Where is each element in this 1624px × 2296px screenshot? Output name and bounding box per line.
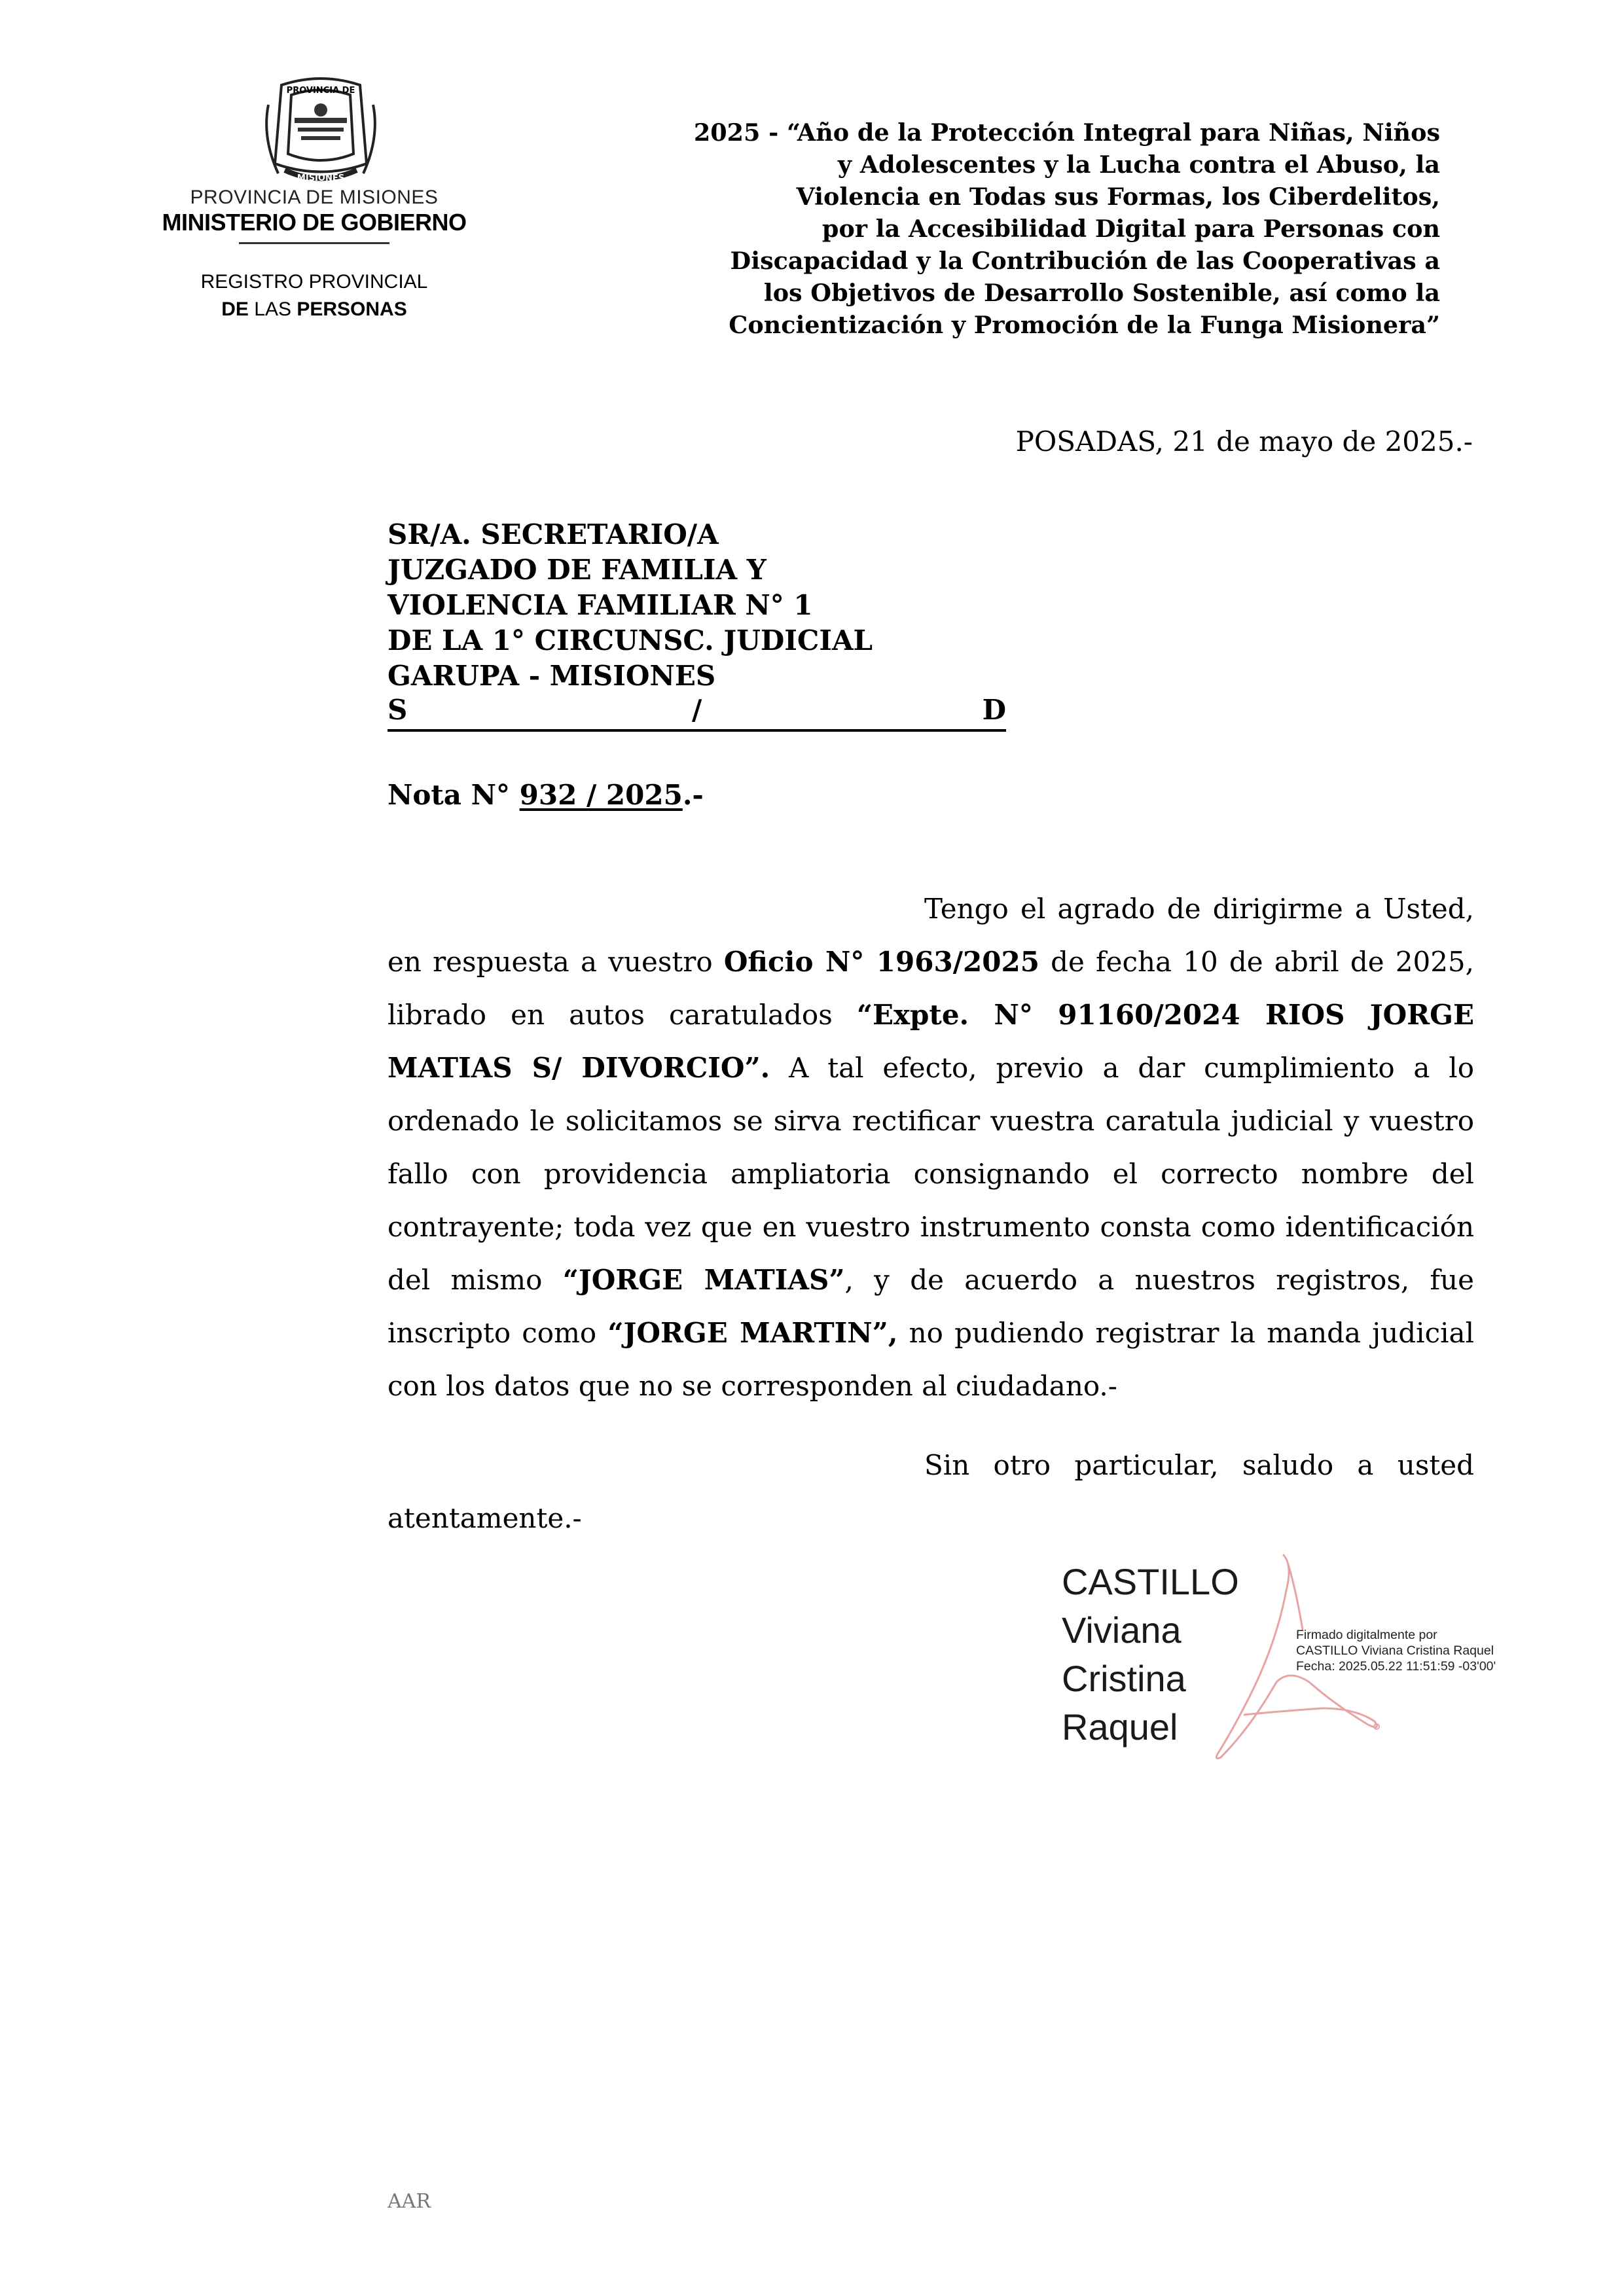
body-text-4: , y de acuerdo a nuestros registros, fue inscripto como bbox=[388, 1264, 1474, 1349]
signer-name-line: Viviana bbox=[1062, 1609, 1182, 1651]
signer-name-line: Raquel bbox=[1062, 1706, 1178, 1748]
signature-info-line: Fecha: 2025.05.22 11:51:59 -03'00' bbox=[1296, 1659, 1496, 1674]
motto-line: 2025 - “Año de la Protección Integral para Niñas, Niños bbox=[693, 118, 1440, 147]
case-reference: “Expte. N° 91160/2024 RIOS JORGE MATIAS S/ DIVORCIO”. bbox=[388, 999, 1474, 1084]
sd-line bbox=[388, 694, 1006, 732]
addressee-line: DE LA 1° CIRCUNSC. JUDICIAL bbox=[388, 624, 873, 656]
body-text-3: A tal efecto, previo a dar cumplimiento a lo ordenado le solicitamos se sirva rectificar vuestra caratula judicial y vuestro fallo con providencia ampliatoria consignando el correcto nombre del contrayente; toda vez que en vuestro instrumento consta como identificación del mismo bbox=[388, 1052, 1474, 1296]
body-text-2: de fecha 10 de abril de 2025, librado en autos caratulados bbox=[388, 946, 1474, 1031]
registry-line-1: REGISTRO PROVINCIAL bbox=[200, 271, 428, 293]
note-number bbox=[388, 779, 704, 811]
name-in-ruling: “JORGE MATIAS” bbox=[562, 1264, 845, 1296]
addressee-block bbox=[388, 517, 873, 694]
motto-line: y Adolescentes y la Lucha contra el Abuso, la bbox=[837, 151, 1440, 179]
registry-word-las: LAS bbox=[254, 298, 292, 320]
motto-line: los Objetivos de Desarrollo Sostenible, así como la bbox=[763, 279, 1440, 307]
ministry-name: MINISTERIO DE GOBIERNO bbox=[162, 209, 467, 236]
signer-name-line: Cristina bbox=[1062, 1658, 1186, 1699]
ministry-divider bbox=[239, 242, 389, 244]
province-name: PROVINCIA DE MISIONES bbox=[190, 187, 439, 208]
province-seal-logo bbox=[255, 65, 386, 196]
signature-info-line: Firmado digitalmente por bbox=[1296, 1628, 1437, 1642]
registry-word-de: DE bbox=[221, 298, 249, 320]
registry-line-2 bbox=[160, 296, 468, 323]
note-prefix: Nota N° bbox=[388, 779, 511, 811]
motto-line: Discapacidad y la Contribución de las Cooperativas a bbox=[730, 247, 1440, 275]
sd-right: D bbox=[982, 694, 1006, 726]
signature-info-line: CASTILLO Viviana Cristina Raquel bbox=[1296, 1643, 1494, 1658]
note-value: 932 / 2025 bbox=[519, 779, 683, 811]
body-text-5: no pudiendo registrar la manda judicial con los datos que no se corresponden al ciudadano.- bbox=[388, 1317, 1474, 1402]
sd-middle: / bbox=[692, 694, 702, 726]
addressee-line: VIOLENCIA FAMILIAR N° 1 bbox=[388, 589, 813, 621]
motto-line: Concientización y Promoción de la Funga Misionera” bbox=[729, 311, 1440, 339]
registry-block bbox=[160, 268, 468, 323]
note-suffix: .- bbox=[682, 779, 704, 811]
closing-text: Sin otro particular, saludo a usted atentamente.- bbox=[388, 1449, 1474, 1534]
name-in-registry: “JORGE MARTIN”, bbox=[607, 1317, 898, 1349]
sd-left: S bbox=[388, 694, 408, 726]
typist-initials: AAR bbox=[388, 2190, 431, 2213]
closing-paragraph bbox=[388, 1439, 1474, 1545]
signer-name bbox=[1062, 1558, 1239, 1751]
seal-text-bottom: MISIONES bbox=[297, 173, 345, 183]
registry-word-personas: PERSONAS bbox=[297, 298, 407, 320]
letter-date: POSADAS, 21 de mayo de 2025.- bbox=[1015, 425, 1473, 457]
signer-name-line: CASTILLO bbox=[1062, 1561, 1239, 1602]
letter-body bbox=[388, 882, 1474, 1412]
digital-signature-info bbox=[1296, 1627, 1496, 1674]
ministry-block bbox=[160, 187, 468, 236]
year-motto bbox=[589, 117, 1440, 341]
motto-line: por la Accesibilidad Digital para Personas con bbox=[821, 215, 1440, 243]
motto-line: Violencia en Todas sus Formas, los Ciberdelitos, bbox=[796, 183, 1440, 211]
addressee-line: JUZGADO DE FAMILIA Y bbox=[388, 554, 767, 586]
addressee-line: SR/A. SECRETARIO/A bbox=[388, 518, 719, 550]
seal-text-top: PROVINCIA DE bbox=[286, 86, 355, 96]
oficio-reference: Oficio N° 1963/2025 bbox=[723, 946, 1039, 978]
body-text-1: Tengo el agrado de dirigirme a Usted, en respuesta a vuestro bbox=[388, 893, 1474, 978]
addressee-line: GARUPA - MISIONES bbox=[388, 660, 716, 692]
